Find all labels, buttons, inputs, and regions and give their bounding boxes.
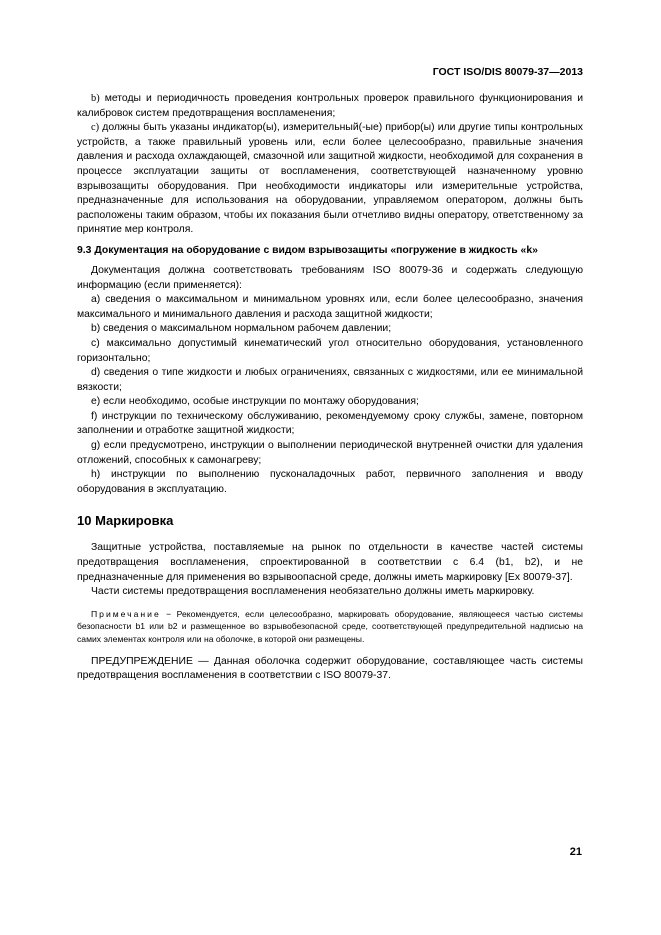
document-header: ГОСТ ISO/DIS 80079-37—2013: [432, 66, 583, 78]
note-text: − Рекомендуется, если целесообразно, маркировать оборудование, являющееся частью системы безопасности b1 или b2 и размещенное во взрывобезопасной среде, соответствующей предупредительной надписью на самих элементах контроля или на оболочке, в которой они размещены.: [77, 608, 583, 644]
note-label: Примечание: [91, 608, 161, 619]
list-item-c: [77, 121, 583, 238]
list-item-b: [77, 92, 583, 121]
warning-paragraph: ПРЕДУПРЕЖДЕНИЕ — Данная оболочка содержит оборудование, составляющее часть системы предотвращения воспламенения в соответствии с ISO 80079-37.: [77, 655, 583, 682]
list-item: c) максимально допустимый кинематический угол относительно оборудования, установленного горизонтально;: [77, 337, 583, 364]
section-heading-9-3: 9.3 Документация на оборудование с видом взрывозащиты «погружение в жидкость «k»: [77, 244, 538, 256]
section-intro: Документация должна соответствовать требованиям ISO 80079-36 и содержать следующую информацию (если применяется):: [77, 264, 583, 291]
list-text: должны быть указаны индикатор(ы), измерительный(-ые) прибор(ы) или другие типы контрольных устройств, а также правильный уровень или, если более целесообразно, правильные значения давления и расхода охлаждающей, смазочной или защитной жидкости, необходимой для сохранения в процессе эксплуатации защиты от воспламенения, соответствующей назначенному уровню взрывозащиты оборудования. При необходимости индикаторы или измерительные устройства, предназначенные для использования на оборудовании, управляемом оператором, должны быть расположены таким образом, чтобы их показания были отчетливо видны оператору, ответственному за принятие мер контроля.: [77, 122, 584, 236]
list-letter: c): [91, 122, 100, 134]
list-text: методы и периодичность проведения контрольных проверок правильного функционирования и калибровок систем предотвращения воспламенения;: [77, 93, 583, 119]
list-letter: b): [91, 93, 100, 104]
note: [77, 608, 583, 646]
list-item: d) сведения о типе жидкости и любых ограничениях, связанных с жидкостями, или ее минимальной вязкости;: [77, 367, 583, 393]
page-number: 21: [569, 846, 582, 858]
list-item: b) сведения о максимальном нормальном рабочем давлении;: [91, 323, 392, 335]
list-item: e) если необходимо, особые инструкции по монтажу оборудования;: [91, 396, 419, 408]
list-item: g) если предусмотрено, инструкции о выполнении периодической внутренней очистки для удаления отложений, способных к самонагреву;: [77, 440, 583, 466]
list-item: h) инструкции по выполнению пусконаладочных работ, первичного заполнения и вводу оборудования в эксплуатацию.: [77, 469, 583, 495]
list-item: f) инструкции по техническому обслуживанию, рекомендуемому сроку службы, замене, повторном заполнении и отработке защитной жидкости;: [77, 410, 583, 437]
document-body: [77, 92, 583, 684]
paragraph: Части системы предотвращения воспламенения необязательно должны иметь маркировку.: [91, 586, 535, 598]
section-title-10: 10 Маркировка: [77, 513, 174, 529]
list-item: a) сведения о максимальном и минимальном уровнях или, если более целесообразно, значения максимального и минимального давления и расхода защитной жидкости;: [77, 294, 583, 320]
paragraph: Защитные устройства, поставляемые на рынок по отдельности в качестве частей системы предотвращения воспламенения, спроектированной в соответствии с 6.4 (b1, b2), и не предназначенные для применения во взрывоопасной среде, должны иметь маркировку [Ex 80079-37].: [77, 542, 583, 583]
